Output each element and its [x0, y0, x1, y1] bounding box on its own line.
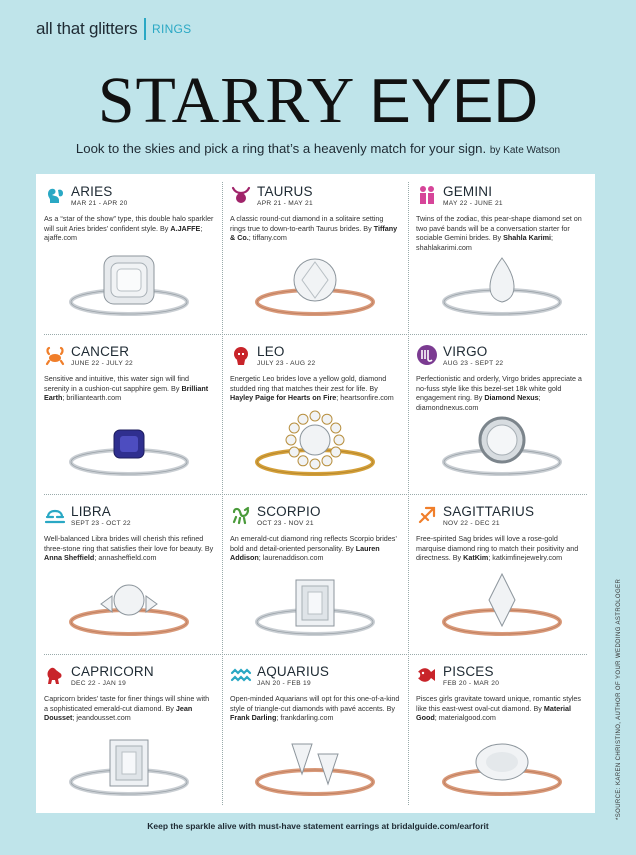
description-text: A classic round-cut diamond in a solitaire setting rings true to down-to-earth Taurus brides. By — [230, 214, 384, 233]
ring-image — [408, 410, 595, 488]
zodiac-card-leo — [222, 334, 408, 494]
crab-icon — [44, 344, 71, 371]
sign-heading — [416, 344, 587, 371]
sign-name: GEMINI — [443, 184, 493, 199]
sign-dates: JAN 20 - FEB 19 — [257, 680, 311, 687]
zodiac-card-capricorn — [36, 654, 222, 814]
sign-name: AQUARIUS — [257, 664, 330, 679]
zodiac-card-cancer — [36, 334, 222, 494]
description-text: Energetic Leo brides love a yellow gold, diamond studded ring that matches their zest for life. By — [230, 374, 387, 393]
sign-heading — [44, 664, 214, 691]
sign-name: PISCES — [443, 664, 494, 679]
waves-icon — [230, 664, 257, 691]
sign-dates: AUG 23 - SEPT 22 — [443, 360, 504, 367]
jeweler-site: ; brilliantearth.com — [62, 393, 122, 403]
description-text: Twins of the zodiac, this pear-shape diamond set on two pavé bands will be a conversation starter for sociable Gemini brides. By — [416, 214, 582, 243]
sign-dates: JUNE 22 - JULY 22 — [71, 360, 134, 367]
sign-name: SAGITTARIUS — [443, 504, 535, 519]
jeweler-name: Tiffany & Co. — [230, 223, 398, 243]
lion-icon — [230, 344, 257, 371]
zodiac-grid-panel — [36, 174, 595, 813]
sign-dates: OCT 23 - NOV 21 — [257, 520, 314, 527]
sign-dates: FEB 20 - MAR 20 — [443, 680, 500, 687]
description-text: Capricorn brides’ taste for finer things will shine with a sophisticated emerald-cut diamond. By — [44, 694, 210, 713]
sign-heading — [230, 664, 400, 691]
ring-image — [408, 250, 595, 328]
sign-dates: SEPT 23 - OCT 22 — [71, 520, 131, 527]
sign-description — [230, 694, 400, 723]
jeweler-site: ; diamondnexus.com — [416, 393, 541, 412]
sign-description — [416, 374, 587, 412]
sign-heading — [230, 184, 400, 211]
sign-heading — [416, 504, 587, 531]
description-text: Open-minded Aquarians will opt for this one-of-a-kind style of triangle-cut diamonds with pavé accents. By — [230, 694, 400, 713]
deck-text: Look to the skies and pick a ring that’s a heavenly match for your sign. — [75, 141, 487, 156]
ring-image — [36, 570, 222, 648]
sign-title-block — [257, 504, 321, 527]
scorpion-icon — [230, 504, 257, 531]
fish-icon — [416, 664, 443, 691]
bull-icon — [230, 184, 257, 211]
source-text: *SOURCE: KAREN CHRISTINO, AUTHOR OF YOUR WEDDING ASTROLOGER — [616, 578, 622, 820]
sign-description — [230, 534, 400, 563]
description-text: Well-balanced Libra brides will cherish this refined three-stone ring that satisfies their love for beauty. By — [44, 534, 214, 553]
jeweler-name: A.JAFFE — [170, 223, 201, 233]
sign-title-block — [71, 664, 154, 687]
sign-title-block — [71, 344, 133, 367]
zodiac-card-gemini — [408, 174, 595, 334]
zodiac-card-pisces — [408, 654, 595, 814]
sign-heading — [230, 504, 400, 531]
sign-name: TAURUS — [257, 184, 313, 199]
jeweler-site: ; katkimfinejewelry.com — [488, 553, 563, 563]
jeweler-name: Material Good — [416, 703, 572, 723]
description-text: An emerald-cut diamond ring reflects Scorpio brides’ bold and detail-oriented personality. By — [230, 534, 397, 553]
footer-note: Keep the sparkle alive with must-have statement earrings at bridalguide.com/earforit — [147, 821, 489, 831]
header-divider — [144, 18, 146, 40]
ram-icon — [44, 184, 71, 211]
sign-heading — [416, 184, 587, 211]
sign-description — [230, 214, 400, 243]
sign-title-block — [443, 664, 499, 687]
goat-icon — [44, 664, 71, 691]
section-title: all that glitters — [36, 19, 138, 38]
sign-heading — [416, 664, 587, 691]
sign-title-block — [71, 184, 128, 207]
ring-image — [222, 730, 408, 808]
sign-dates: MAY 22 - JUNE 21 — [443, 200, 503, 207]
byline: by Kate Watson — [489, 145, 561, 156]
sign-name: CAPRICORN — [71, 664, 154, 679]
sign-name: LIBRA — [71, 504, 112, 519]
sign-description — [416, 694, 587, 723]
ring-image — [36, 410, 222, 488]
sign-description — [44, 534, 214, 563]
section-subtitle: RINGS — [151, 22, 192, 36]
sign-dates: DEC 22 - JAN 19 — [71, 680, 127, 687]
sign-title-block — [443, 184, 503, 207]
zodiac-card-scorpio — [222, 494, 408, 654]
sign-name: LEO — [257, 344, 285, 359]
jeweler-name: Lauren Addison — [230, 543, 380, 563]
ring-image — [36, 730, 222, 808]
sign-description — [44, 374, 214, 403]
sign-title-block — [257, 664, 329, 687]
ring-image — [222, 410, 408, 488]
archer-icon — [416, 504, 443, 531]
jeweler-site: ; annasheffield.com — [94, 553, 157, 563]
zodiac-card-taurus — [222, 174, 408, 334]
sign-dates: NOV 22 - DEC 21 — [443, 520, 500, 527]
description-text: Free-spirited Sag brides will love a rose-gold marquise diamond ring to match their positivity and directness. By — [416, 534, 579, 563]
jeweler-site: ; heartsonfire.com — [336, 393, 394, 403]
sign-name: VIRGO — [443, 344, 488, 359]
title-part1: STARRY — [97, 64, 356, 137]
sign-title-block — [257, 344, 315, 367]
sign-title-block — [257, 184, 313, 207]
sign-name: CANCER — [71, 344, 130, 359]
sign-description — [230, 374, 400, 403]
sign-name: SCORPIO — [257, 504, 321, 519]
sign-title-block — [443, 344, 503, 367]
zodiac-grid — [36, 174, 595, 813]
zodiac-card-libra — [36, 494, 222, 654]
sign-dates: APR 21 - MAY 21 — [257, 200, 313, 207]
ring-image — [408, 570, 595, 648]
jeweler-name: Jean Dousset — [44, 703, 193, 723]
description-text: As a “star of the show” type, this double halo sparkler will suit Aries brides’ confident style. By — [44, 214, 214, 233]
jeweler-site: ; ajaffe.com — [44, 223, 203, 243]
sign-title-block — [443, 504, 534, 527]
ring-image — [222, 250, 408, 328]
jeweler-site: ; tiffany.com — [248, 233, 287, 243]
title-part2: EYED — [369, 67, 539, 136]
section-header — [36, 18, 192, 40]
virgo-icon — [416, 344, 443, 371]
deck — [0, 141, 636, 156]
zodiac-card-aquarius — [222, 654, 408, 814]
sign-name: ARIES — [71, 184, 113, 199]
sign-description — [44, 214, 214, 243]
sign-title-block — [71, 504, 131, 527]
zodiac-card-sagittarius — [408, 494, 595, 654]
sign-dates: MAR 21 - APR 20 — [71, 200, 128, 207]
jeweler-name: Frank Darling — [230, 713, 277, 723]
jeweler-name: Anna Sheffield — [44, 553, 95, 563]
description-text: Sensitive and intuitive, this water sign will find serenity in a cushion-cut sapphire gem. By — [44, 374, 190, 393]
ring-image — [222, 570, 408, 648]
sign-description — [416, 214, 587, 252]
description-text: Perfectionistic and orderly, Virgo brides appreciate a no-fuss style like this bezel-set 18k white gold engagement ring. By — [416, 374, 582, 403]
sign-heading — [44, 504, 214, 531]
sign-heading — [44, 344, 214, 371]
sign-dates: JULY 23 - AUG 22 — [257, 360, 316, 367]
jeweler-name: Brilliant Earth — [44, 383, 209, 403]
twins-icon — [416, 184, 443, 211]
source-note — [606, 540, 620, 820]
jeweler-site: ; jeandousset.com — [72, 713, 131, 723]
jeweler-site: ; materialgood.com — [434, 713, 496, 723]
jeweler-name: KatKim — [463, 553, 489, 563]
jeweler-name: Diamond Nexus — [484, 393, 539, 403]
jeweler-name: Hayley Paige for Hearts on Fire — [230, 393, 337, 403]
description-text: Pisces girls gravitate toward unique, romantic styles like this east-west oval-cut diamond. By — [416, 694, 581, 713]
sign-description — [44, 694, 214, 723]
scales-icon — [44, 504, 71, 531]
jeweler-site: ; laurenaddison.com — [258, 553, 324, 563]
zodiac-card-virgo — [408, 334, 595, 494]
zodiac-card-aries — [36, 174, 222, 334]
page-title — [0, 63, 636, 139]
ring-image — [36, 250, 222, 328]
jeweler-site: ; shahlakarimi.com — [416, 233, 554, 252]
sign-description — [416, 534, 587, 563]
ring-image — [408, 730, 595, 808]
jeweler-site: ; frankdarling.com — [276, 713, 334, 723]
jeweler-name: Shahla Karimi — [503, 233, 552, 243]
sign-heading — [230, 344, 400, 371]
sign-heading — [44, 184, 214, 211]
